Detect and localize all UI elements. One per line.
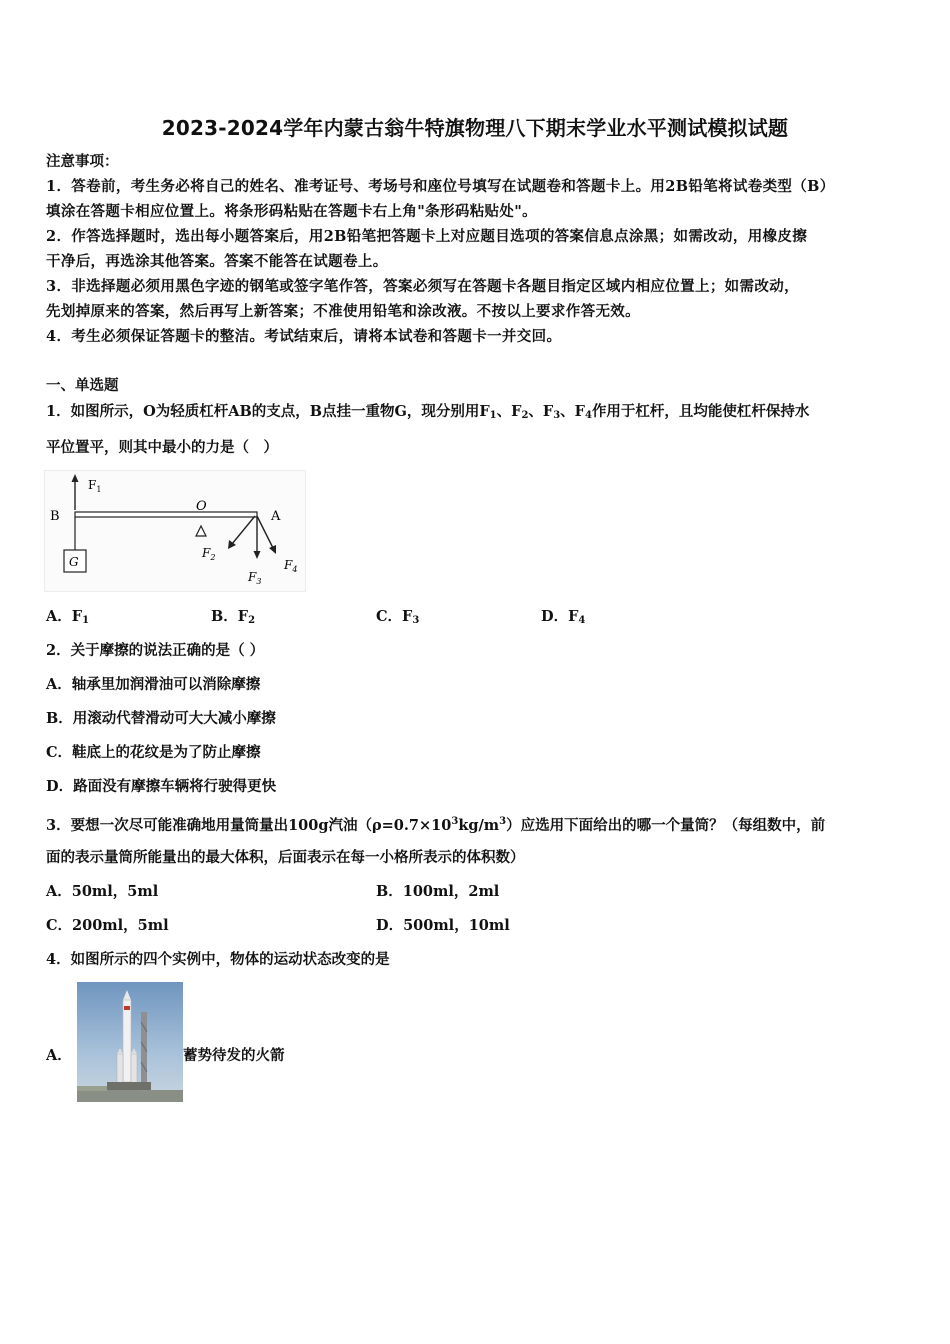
notice-line: 干净后，再选涂其他答案。答案不能答在试题卷上。 xyxy=(46,253,388,270)
label-a: A xyxy=(271,509,281,524)
rocket-image xyxy=(77,982,183,1102)
label-o: O xyxy=(196,499,207,514)
q2-option-a[interactable]: A．轴承里加润滑油可以消除摩擦 xyxy=(46,676,261,693)
q1-stem-line2: 平位置平，则其中最小的力是（ ） xyxy=(46,439,278,456)
notice-line: 填涂在答题卡相应位置上。将条形码粘贴在答题卡右上角"条形码粘贴处"。 xyxy=(46,203,538,220)
q3-option-a[interactable]: A．50ml，5ml xyxy=(46,883,159,900)
label-f2: $F_2$ xyxy=(202,546,216,562)
label-f4: $F_4$ xyxy=(284,558,298,574)
label-f1: $F_1$ xyxy=(88,478,102,494)
q4-option-a-letter[interactable]: A． xyxy=(46,1047,72,1064)
q3-stem-line2: 面的表示量筒所能量出的最大体积，后面表示在每一小格所表示的体积数） xyxy=(46,849,525,866)
q1-stem: 1．如图所示，O为轻质杠杆AB的支点，B点挂一重物G，现分别用$F_1$、$F_2$、$F_3$、$F_4$作用于杠杆，且均能使杠杆保持水 xyxy=(46,403,810,421)
q2-option-d[interactable]: D．路面没有摩擦车辆将行驶得更快 xyxy=(46,778,277,795)
page-title: 2023-2024学年内蒙古翁牛特旗物理八下期末学业水平测试模拟试题 xyxy=(161,116,789,140)
q2-option-c[interactable]: C．鞋底上的花纹是为了防止摩擦 xyxy=(46,744,261,761)
q3-option-b[interactable]: B．100ml，2ml xyxy=(376,883,500,900)
q3-option-c[interactable]: C．200ml，5ml xyxy=(46,917,169,934)
q2-option-b[interactable]: B．用滚动代替滑动可大大减小摩擦 xyxy=(46,710,276,727)
label-b: B xyxy=(50,509,60,524)
notice-line: 3．非选择题必须用黑色字迹的钢笔或签字笔作答，答案必须写在答题卡各题目指定区域内相应位置上；如需改动， xyxy=(46,278,799,295)
q1-option-c[interactable]: C．$F_3$ xyxy=(376,608,420,626)
q1-option-b[interactable]: B．$F_2$ xyxy=(211,608,256,626)
section-heading: 一、单选题 xyxy=(46,377,119,394)
label-f3: $F_3$ xyxy=(248,570,262,586)
notice-heading: 注意事项： xyxy=(46,153,119,170)
notice-line: 先划掉原来的答案，然后再写上新答案；不准使用铅笔和涂改液。不按以上要求作答无效。 xyxy=(46,303,640,320)
q4-stem: 4．如图所示的四个实例中，物体的运动状态改变的是 xyxy=(46,951,390,968)
q3-option-d[interactable]: D．500ml，10ml xyxy=(376,917,510,934)
q1-option-a[interactable]: A．$F_1$ xyxy=(46,608,90,626)
notice-line: 4．考生必须保证答题卡的整洁。考试结束后，请将本试卷和答题卡一并交回。 xyxy=(46,328,562,345)
notice-line: 1．答卷前，考生务必将自己的姓名、准考证号、考场号和座位号填写在试题卷和答题卡上。用2B铅笔将试卷类型（B） xyxy=(46,178,835,195)
label-g: G xyxy=(69,555,79,569)
notice-line: 2．作答选择题时，选出每小题答案后，用2B铅笔把答题卡上对应题目选项的答案信息点涂黑；如需改动，用橡皮擦 xyxy=(46,228,808,245)
q4-option-a-text[interactable]: 蓄势待发的火箭 xyxy=(183,1047,285,1064)
q1-option-d[interactable]: D．$F_4$ xyxy=(541,608,586,626)
lever-figure xyxy=(44,470,306,592)
lever-bar xyxy=(75,512,257,517)
q3-stem: 3．要想一次尽可能准确地用量筒量出100g汽油$(\rho=0.7\times 10^3kg/m^3)$应选用下面给出的哪一个量筒？（每组数中，前 xyxy=(46,816,826,834)
q2-stem: 2．关于摩擦的说法正确的是（ ） xyxy=(46,642,265,659)
